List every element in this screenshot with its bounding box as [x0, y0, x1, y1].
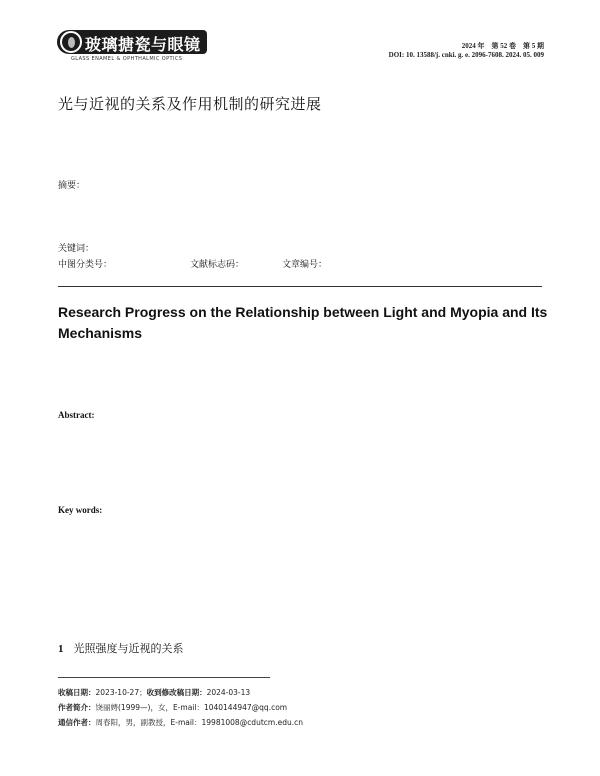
footnote-dates — [58, 687, 250, 698]
revised-label: 收到修改稿日期： — [146, 688, 207, 697]
eye-lens-icon — [60, 31, 82, 53]
footnote-divider — [58, 677, 270, 678]
received-date: 2023-10-27； — [95, 688, 147, 697]
doi: DOI: 10. 13588/j. cnki. g. e. 2096-7608. 2024. 05. 009 — [388, 51, 544, 59]
journal-name-en: GLASS ENAMEL & OPHTHALMIC OPTICS — [71, 56, 183, 62]
section-heading — [58, 640, 184, 656]
keywords-en-label: Key words: — [58, 505, 103, 515]
section-title: 光照强度与近视的关系 — [73, 642, 184, 655]
lens-highlight — [68, 37, 75, 48]
article-id-label: 文章编号： — [282, 260, 328, 270]
abstract-cn-label: 摘要： — [58, 181, 86, 191]
clc-number-label: 中图分类号： — [58, 260, 113, 270]
author-label: 作者简介： — [58, 703, 96, 712]
author-info: 饶丽娉(1999—)，女，E-mail：1040144947@qq.com — [95, 703, 288, 712]
journal-logo — [57, 30, 207, 64]
footnote-corresponding — [58, 717, 303, 728]
logo-badge — [57, 30, 207, 54]
article-title-cn: 光与近视的关系及作用机制的研究进展 — [58, 95, 322, 113]
article-title-en: Research Progress on the Relationship between Light and Myopia and Its Mechanisms — [58, 304, 548, 341]
corresponding-label: 通信作者： — [58, 718, 96, 727]
footnote-author — [58, 702, 287, 713]
journal-name-cn: 玻璃搪瓷与眼镜 — [85, 35, 201, 54]
document-code-label: 文献标志码： — [190, 260, 245, 270]
issue-info: 2024 年 第 52 卷 第 5 期 — [461, 42, 544, 50]
section-divider — [58, 286, 542, 287]
abstract-en-label: Abstract: — [58, 410, 95, 420]
section-number: 1 — [58, 643, 64, 655]
received-label: 收稿日期： — [58, 688, 96, 697]
revised-date: 2024-03-13 — [206, 688, 251, 697]
corresponding-info: 周春阳，男，副教授，E-mail：19981008@cdutcm.edu.cn — [95, 718, 303, 727]
keywords-cn-label: 关键词： — [58, 244, 95, 254]
